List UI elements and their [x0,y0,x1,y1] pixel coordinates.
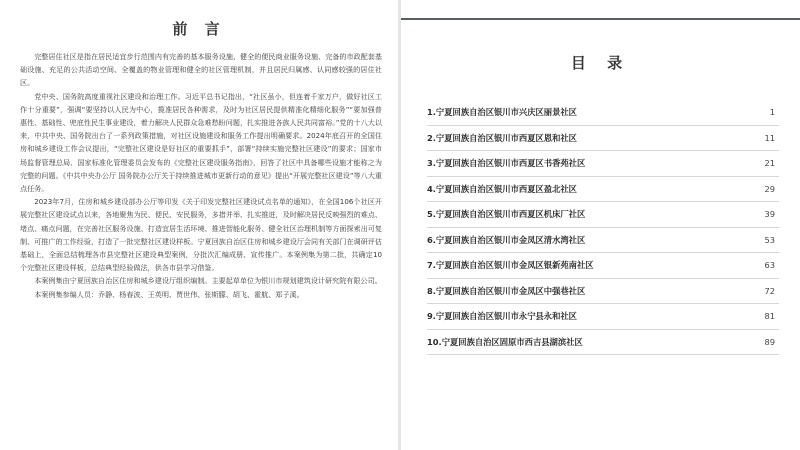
toc-entry[interactable] [427,330,779,356]
toc-entry-label: 2.宁夏回族自治区银川市西夏区恩和社区 [427,132,577,143]
toc-entry-label: 6.宁夏回族自治区银川市金凤区清水湾社区 [427,234,586,245]
toc-entry-label: 5.宁夏回族自治区银川市西夏区机床厂社区 [427,209,586,220]
preface-paragraph: 本案例集参编人员：乔静、杨春波、王英明、贾世伟、张斯朦、胡飞、霍航、郑子溪。 [34,289,304,299]
toc-title: 目 录 [570,54,631,72]
toc-entry-label: 4.宁夏回族自治区银川市西夏区盈北社区 [427,183,577,194]
toc-entry[interactable] [427,202,779,228]
toc-entry-label: 7.宁夏回族自治区银川市金凤区银新苑南社区 [427,260,594,271]
toc-entry[interactable] [427,279,779,305]
preface-title: 前 言 [172,20,226,38]
toc-entry[interactable] [427,253,779,279]
toc-entry-label: 9.宁夏回族自治区银川市永宁县永和社区 [427,311,577,322]
preface-paragraph: 本案例集由宁夏回族自治区住房和城乡建设厅组织编制。主要起草单位为银川市规划建筑设计研究院有限公司。 [34,276,382,286]
toc-entry-label: 3.宁夏回族自治区银川市西夏区书香苑社区 [427,158,586,169]
toc-entry[interactable] [427,304,779,330]
toc-entry-page: 89 [764,336,775,347]
toc-entry-page: 63 [764,260,775,271]
toc-entry-page: 21 [764,158,775,169]
toc-entry-page: 39 [764,209,775,220]
toc-entry-page: 72 [764,285,775,296]
preface-paragraph: 完整居住社区是指在居民适宜步行范围内有完善的基本服务设施、健全的便民商业服务设施、完备的市政配套基础设施、充足的公共活动空间、全覆盖的物业管理和健全的社区管理机制，并且居民归属感、认同感较强的居住社区。 [20,52,382,88]
toc-entry[interactable] [427,228,779,254]
toc-entry[interactable] [427,177,779,203]
toc-entry[interactable] [427,151,779,177]
toc-page [401,0,800,450]
toc-list [427,100,779,355]
toc-entry-page: 1 [769,107,775,118]
toc-entry-page: 11 [764,132,775,143]
toc-entry-label: 1.宁夏回族自治区银川市兴庆区丽景社区 [427,107,577,118]
preface-page [0,0,398,450]
header-rule [401,18,800,20]
toc-entry-page: 29 [764,183,775,194]
toc-entry-label: 8.宁夏回族自治区银川市金凤区中强巷社区 [427,285,586,296]
toc-entry[interactable] [427,126,779,152]
toc-entry-label: 10.宁夏回族自治区固原市西吉县湖滨社区 [427,336,583,347]
preface-paragraph: 党中央、国务院高度重视社区建设和治理工作。习近平总书记指出，“社区虽小，但连着千家万户，做好社区工作十分重要”，强调“要坚持以人民为中心，揽准居民各种需求，及时为社区居民提供精准化精细化服务”“要加强普惠性、基础性、兜底性民生事业建设，着力解决人民群众急难愁盼问题，扎实推进各族人民共同富裕。”党的十八大以来，中共中央、国务院出台了一系列政策措施，对社区设施建设和服务工作提出明确要求。2024年底召开的全国住房和城乡建设工作会议提出，“完整社区建设是好社区的重要抓手”，部署“持续实施完整社区建设”的要求；国家市场监督管理总局、国家标准化管理委员会发布的《完整社区建设服务指南》，回答了社区中具备哪些设施才能称之为完整的问题。《中共中央办公厅 国务院办公厅关于持续推进城市更新行动的意见》提出“开展完整社区建设”等八大重点任务。 [20,91,382,194]
preface-paragraph: 2023年7月，住房和城乡建设部办公厅等印发《关于印发完整社区建设试点名单的通知》，在全国106个社区开展完整社区建设试点以来，各地聚焦为民、便民、安民服务，多措并举、扎实推进，及时解决居民反映强烈的难点、堵点、痛点问题，在完善社区服务设施、打造宜居生活环境、推进智能化服务、健全社区治理机制等方面探索出可复制、可推广的工作经验，打造了一批完整社区建设样板。宁夏回族自治区住房和城乡建设厅会同有关部门在调研评估基础上，全面总结梳理各市县完整社区建设典型案例，分批次汇编成册、宣传推广。本案例集为第二批，共确定10个完整社区建设样板，总结典型经验做法，供各市县学习借鉴。 [20,197,382,273]
toc-entry-page: 53 [764,234,775,245]
toc-entry[interactable] [427,100,779,126]
preface-body [20,50,382,301]
toc-entry-page: 81 [764,311,775,322]
